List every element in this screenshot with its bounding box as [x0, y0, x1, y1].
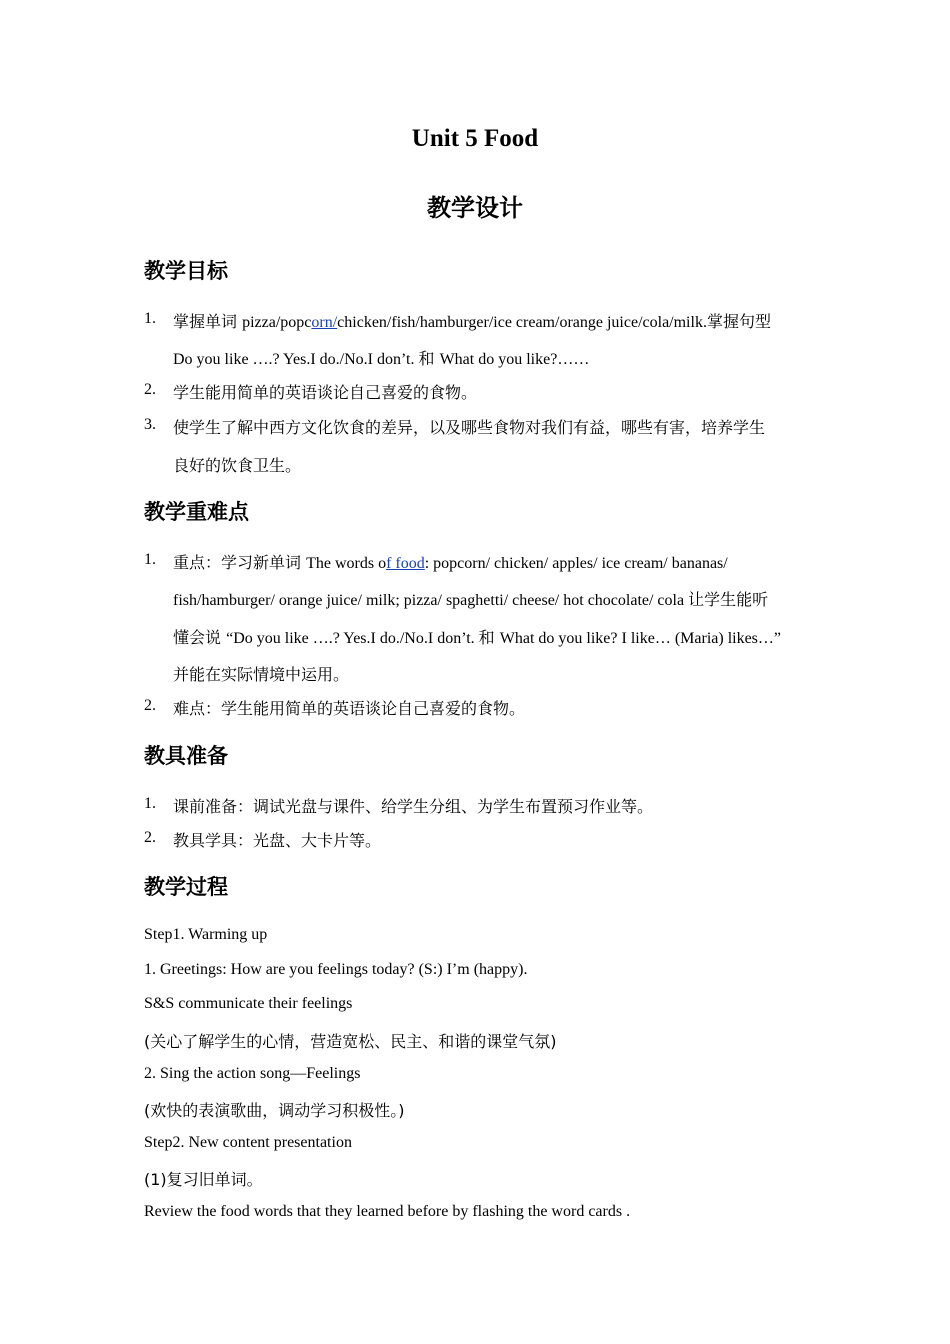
process-line: 1. Greetings: How are you feelings today? (S:) I’m (happy). [144, 961, 528, 978]
list-item-text: 使学生了解中西方文化饮食的差异，以及哪些食物对我们有益，哪些有害，培养学生 [173, 418, 766, 437]
food-link[interactable]: f food [386, 555, 425, 572]
list-item-line: 掌握单词 pizza/popcorn/chicken/fish/hamburger/ice cream/orange juice/cola/milk.掌握句型 [173, 312, 771, 331]
list-item-text: 难点：学生能用简单的英语谈论自己喜爱的食物。 [173, 699, 526, 718]
document-subtitle: 教学设计 [427, 194, 523, 222]
list-item-number: 1. [144, 310, 156, 327]
list-item-number: 1. [144, 795, 156, 812]
list-item-number: 2. [144, 829, 156, 846]
process-line: (1)复习旧单词。 [144, 1170, 263, 1189]
process-line: 2. Sing the action song—Feelings [144, 1065, 361, 1082]
process-line: Review the food words that they learned before by flashing the word cards . [144, 1203, 631, 1220]
list-item-line: Do you like ….? Yes.I do./No.I don’t. 和 What do you like?…… [173, 349, 590, 368]
list-item-number: 2. [144, 697, 156, 714]
list-item-line: 重点：学习新单词 The words of food: popcorn/ chicken/ apples/ ice cream/ bananas/ [173, 553, 728, 572]
section-heading-keypoints: 教学重难点 [144, 500, 249, 524]
process-line: (关心了解学生的心情，营造宽松、民主、和谐的课堂气氛) [144, 1032, 557, 1051]
list-item-number: 3. [144, 416, 156, 433]
list-item-line: fish/hamburger/ orange juice/ milk; pizza/ spaghetti/ cheese/ hot chocolate/ cola 让学生能听 [173, 590, 769, 609]
process-line: Step1. Warming up [144, 926, 268, 943]
process-line: S&S communicate their feelings [144, 995, 353, 1012]
document-title: Unit 5 Food [411, 125, 539, 152]
process-line: (欢快的表演歌曲，调动学习积极性。) [144, 1101, 405, 1120]
section-heading-preparation: 教具准备 [144, 744, 228, 768]
list-item-text: 学生能用简单的英语谈论自己喜爱的食物。 [173, 383, 478, 402]
section-heading-process: 教学过程 [144, 875, 228, 899]
list-item-number: 2. [144, 381, 156, 398]
list-item-text: 课前准备：调试光盘与课件、给学生分组、为学生布置预习作业等。 [173, 797, 654, 816]
list-item-text: 并能在实际情境中运用。 [173, 665, 350, 684]
list-item-text: 良好的饮食卫生。 [173, 456, 302, 475]
process-line: Step2. New content presentation [144, 1134, 352, 1151]
popcorn-link[interactable]: orn/ [311, 314, 338, 331]
list-item-number: 1. [144, 551, 156, 568]
section-heading-objectives: 教学目标 [144, 259, 228, 283]
list-item-text: 教具学具：光盘、大卡片等。 [173, 831, 382, 850]
list-item-line: 懂会说 “Do you like ….? Yes.I do./No.I don’t. 和 What do you like? I like… (Maria) likes…” [173, 628, 782, 647]
